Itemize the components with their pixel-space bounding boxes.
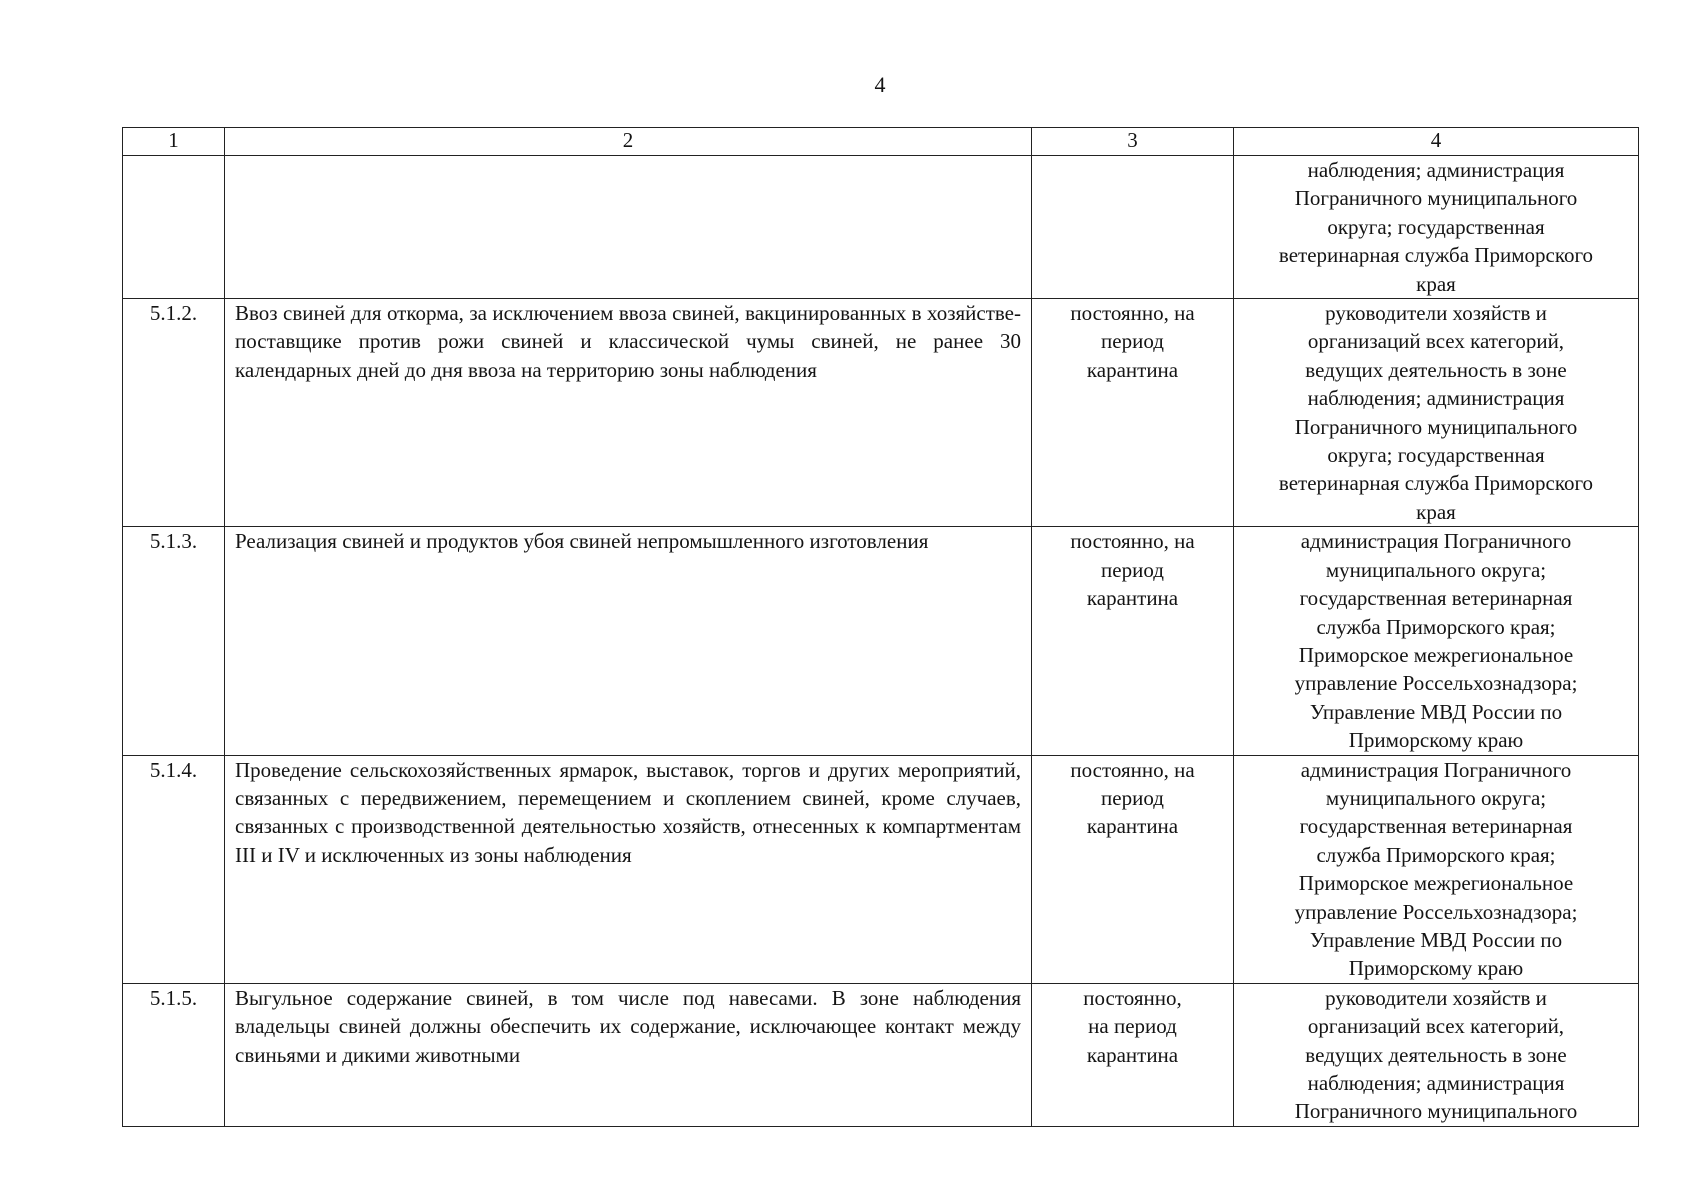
table-header: [123, 128, 1639, 156]
page-number: 4: [874, 72, 886, 97]
row-description-cell: [225, 156, 1032, 299]
row-period-cell: постоянно, на период карантина: [1032, 983, 1234, 1126]
row-description-cell: Выгульное содержание свиней, в том числе под навесами. В зоне наблюдения владельцы свиней должны обеспечить их содержание, исключающее контакт между свиньями и дикими животными: [225, 983, 1032, 1126]
header-col-1: 1: [123, 128, 225, 156]
row-number-cell: 5.1.4.: [123, 755, 225, 983]
row-number-cell: 5.1.2.: [123, 299, 225, 527]
header-row: [123, 128, 1639, 156]
row-description-cell: Проведение сельскохозяйственных ярмарок, выставок, торгов и других мероприятий, связанных с передвижением, перемещением и скоплением свиней, кроме случаев, связанных с производственной деятельностью хозяйств, отнесенных к компартментам III и IV и исключенных из зоны наблюдения: [225, 755, 1032, 983]
row-responsible-cell: наблюдения; администрация Пограничного муниципального округа; государственная ветеринарная служба Приморского края: [1234, 156, 1639, 299]
row-number-cell: 5.1.5.: [123, 983, 225, 1126]
table-row: [123, 299, 1639, 527]
table-row-continuation: [123, 156, 1639, 299]
row-number-cell: 5.1.3.: [123, 527, 225, 755]
header-col-4: 4: [1234, 128, 1639, 156]
row-responsible-cell: руководители хозяйств и организаций всех категорий, ведущих деятельность в зоне наблюдения; администрация Пограничного муниципального округа; государственная ветеринарная служба Приморского края: [1234, 299, 1639, 527]
row-period-cell: [1032, 156, 1234, 299]
table-body: [123, 156, 1639, 1127]
table-row: [123, 755, 1639, 983]
row-description-cell: Ввоз свиней для откорма, за исключением ввоза свиней, вакцинированных в хозяйстве-поставщике против рожи свиней и классической чумы свиней, не ранее 30 календарных дней до дня ввоза на территорию зоны наблюдения: [225, 299, 1032, 527]
row-period-cell: постоянно, на период карантина: [1032, 299, 1234, 527]
row-responsible-cell: администрация Пограничного муниципального округа; государственная ветеринарная служба Приморского края; Приморское межрегиональное управление Россельхознадзора; Управление МВД России по Приморскому краю: [1234, 755, 1639, 983]
row-number-cell: [123, 156, 225, 299]
row-period-cell: постоянно, на период карантина: [1032, 755, 1234, 983]
header-col-2: 2: [225, 128, 1032, 156]
measures-table: [122, 127, 1639, 1127]
row-responsible-cell: руководители хозяйств и организаций всех категорий, ведущих деятельность в зоне наблюдения; администрация Пограничного муниципального: [1234, 983, 1639, 1126]
header-col-3: 3: [1032, 128, 1234, 156]
table-row: [123, 527, 1639, 755]
row-responsible-cell: администрация Пограничного муниципального округа; государственная ветеринарная служба Приморского края; Приморское межрегиональное управление Россельхознадзора; Управление МВД России по Приморскому краю: [1234, 527, 1639, 755]
table-row: [123, 983, 1639, 1126]
row-period-cell: постоянно, на период карантина: [1032, 527, 1234, 755]
row-description-cell: Реализация свиней и продуктов убоя свиней непромышленного изготовления: [225, 527, 1032, 755]
